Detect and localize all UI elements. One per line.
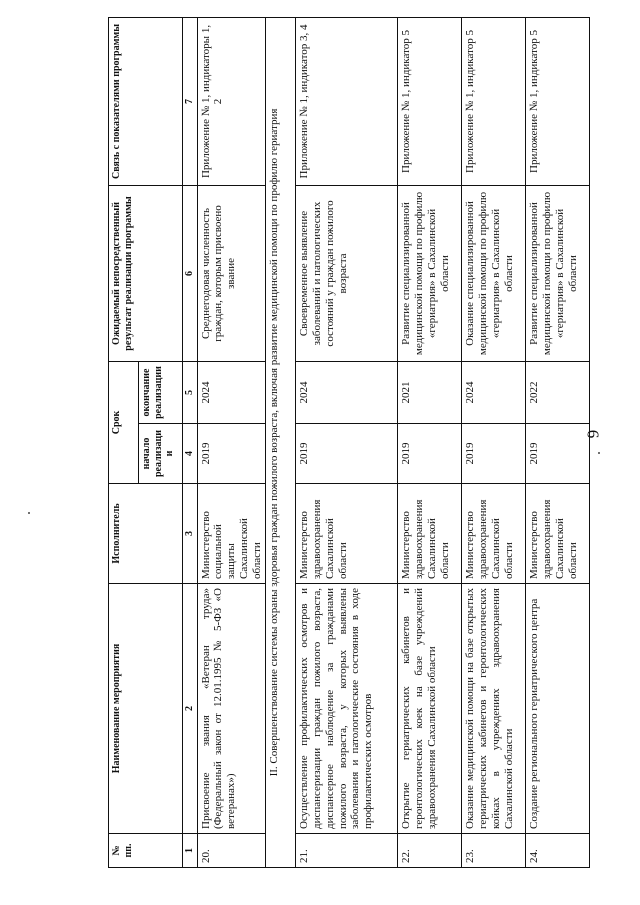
row-start: 2019 (296, 424, 398, 484)
row-executor: Министерство здравоохранения Сахалинской области (462, 484, 526, 584)
row-executor: Министерство социальной защиты Сахалинской области (197, 484, 266, 584)
row-num: 21. (296, 834, 398, 868)
program-measures-table (108, 17, 590, 868)
row-start: 2019 (526, 424, 590, 484)
row-name: Присвоение звания «Ветеран труда» (Федеральный закон от 12.01.1995 № 5-ФЗ «О ветеранах») (197, 584, 266, 834)
scan-speck (598, 452, 600, 454)
header-row-1 (109, 17, 139, 867)
row-start: 2019 (197, 424, 266, 484)
rotated-table-container (108, 18, 579, 868)
row-name: Осуществление профилактических осмотров и диспансеризации граждан пожилого возраста, диспансерное наблюдение за гражданами пожилого возраста, у которых выявлены заболевания и патологические состояния в ходе профилактических осмотров (296, 584, 398, 834)
row-link: Приложение № 1, индикатор 5 (526, 17, 590, 185)
row-link: Приложение № 1, индикатор 5 (462, 17, 526, 185)
row-end: 2022 (526, 361, 590, 423)
column-number: 3 (183, 484, 198, 584)
table-row (526, 17, 590, 867)
row-result: Развитие специализированной медицинской помощи по профилю «гериатрия» в Сахалинской области (398, 185, 462, 361)
header-end: окончание реализации (139, 361, 183, 423)
header-term: Срок (109, 361, 139, 483)
column-number: 5 (183, 361, 198, 423)
row-start: 2019 (398, 424, 462, 484)
column-number: 2 (183, 584, 198, 834)
row-end: 2024 (296, 361, 398, 423)
row-result: Среднегодовая численность граждан, которым присвоено звание (197, 185, 266, 361)
section-title: II. Совершенствование системы охраны здоровья граждан пожилого возраста, включая развитие медицинской помощи по профилю гериатрия (266, 17, 296, 867)
section-row (266, 17, 296, 867)
row-end: 2024 (197, 361, 266, 423)
page-number: 6 (583, 429, 603, 439)
row-result: Развитие специализированной медицинской помощи по профилю «гериатрия» в Сахалинской области (526, 185, 590, 361)
row-executor: Министерство здравоохранения Сахалинской области (398, 484, 462, 584)
row-executor: Министерство здравоохранения Сахалинской области (296, 484, 398, 584)
column-numbers-row (183, 17, 198, 867)
header-name: Наименование мероприятия (109, 584, 183, 834)
header-start: начало реализации (139, 424, 183, 484)
header-num: № пп. (109, 834, 183, 868)
row-link: Приложение № 1, индикатор 3, 4 (296, 17, 398, 185)
row-name: Создание регионального гериатрического центра (526, 584, 590, 834)
header-link: Связь с показателями программы (109, 17, 183, 185)
row-num: 23. (462, 834, 526, 868)
row-end: 2021 (398, 361, 462, 423)
column-number: 6 (183, 185, 198, 361)
row-result: Оказание специализированной медицинской помощи по профилю «гериатрия» в Сахалинской области (462, 185, 526, 361)
row-name: Оказание медицинской помощи на базе открытых гериатрических кабинетов и геронтологических койках в учреждениях здравоохранения Сахалинской области (462, 584, 526, 834)
column-number: 1 (183, 834, 198, 868)
header-result: Ожидаемый непосредственный результат реализации программы (109, 185, 183, 361)
row-start: 2019 (462, 424, 526, 484)
table-row (296, 17, 398, 867)
table-row (462, 17, 526, 867)
row-num: 24. (526, 834, 590, 868)
row-num: 20. (197, 834, 266, 868)
scan-speck (28, 512, 30, 514)
table-row (398, 17, 462, 867)
row-num: 22. (398, 834, 462, 868)
column-number: 7 (183, 17, 198, 185)
table-row (197, 17, 266, 867)
column-number: 4 (183, 424, 198, 484)
row-result: Своевременное выявление заболеваний и патологических состояний у граждан пожилого возраста (296, 185, 398, 361)
row-end: 2024 (462, 361, 526, 423)
row-name: Открытие гериатрических кабинетов и геронтологических коек на базе учреждений здравоохранения Сахалинской области (398, 584, 462, 834)
header-executor: Исполнитель (109, 484, 183, 584)
row-executor: Министерство здравоохранения Сахалинской области (526, 484, 590, 584)
row-link: Приложение № 1, индикатор 5 (398, 17, 462, 185)
row-link: Приложение № 1, индикаторы 1, 2 (197, 17, 266, 185)
